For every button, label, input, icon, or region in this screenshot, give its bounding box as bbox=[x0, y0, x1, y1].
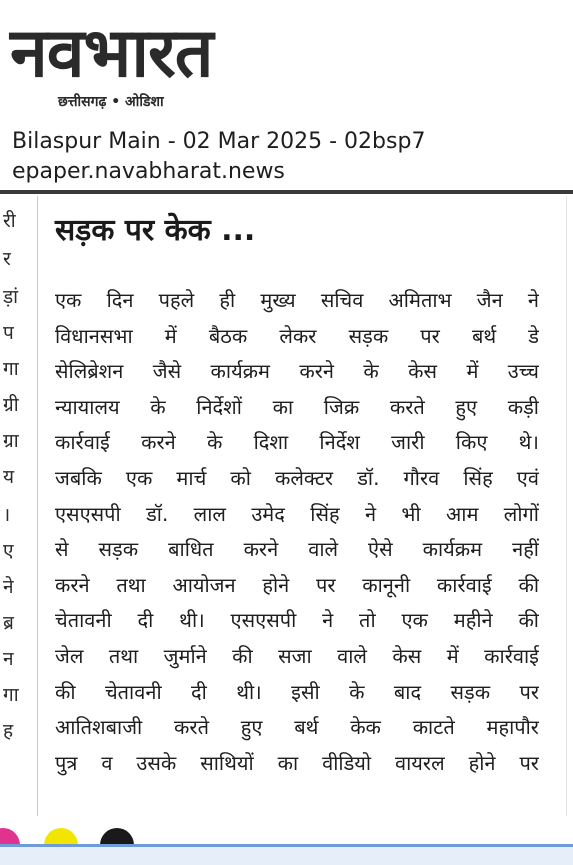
article-line: एसएसपी डॉ. लाल उमेद सिंह ने भी आम लोगों bbox=[55, 501, 539, 526]
left-column-fragment: न bbox=[3, 648, 14, 670]
article-line: विधानसभा में बैठक लेकर सड़क पर बर्थ डे bbox=[55, 323, 539, 348]
article-line: कार्रवाई करने के दिशा निर्देश जारी किए थे। bbox=[55, 430, 539, 455]
epaper-url: epaper.navabharat.news bbox=[12, 159, 285, 184]
article-line: चेतावनी दी थी। एसएसपी ने तो एक महीने की bbox=[55, 608, 539, 633]
left-column-fragment: ए bbox=[3, 540, 14, 562]
article-line: की चेतावनी दी थी। इसी के बाद सड़क पर bbox=[55, 679, 539, 704]
newspaper-logo: नवभारत bbox=[10, 14, 213, 93]
article-line: आतिशबाजी करते हुए बर्थ केक काटते महापौर bbox=[55, 715, 539, 740]
article-line: जबकि एक मार्च को कलेक्टर डॉ. गौरव सिंह एवं bbox=[55, 466, 539, 490]
top-rule bbox=[0, 190, 573, 194]
left-column-fragment: य bbox=[3, 466, 15, 488]
left-column-fragment: ह bbox=[3, 720, 14, 742]
column-divider bbox=[37, 196, 38, 816]
article-line: करने तथा आयोजन होने पर कानूनी कार्रवाई की bbox=[55, 572, 539, 597]
left-column-fragment: र bbox=[3, 248, 11, 270]
article-line: एक दिन पहले ही मुख्य सचिव अमिताभ जैन ने bbox=[55, 288, 539, 312]
left-column-fragment: ब्र bbox=[3, 612, 14, 634]
left-column-fragment: प bbox=[3, 322, 14, 344]
left-column-fragment: ने bbox=[3, 576, 14, 598]
article-line: से सड़क बाधित करने वाले ऐसे कार्यक्रम नहीं bbox=[55, 537, 539, 562]
article-headline: सड़क पर केक ... bbox=[55, 213, 256, 248]
left-column-fragment: गा bbox=[3, 684, 19, 706]
logo-regions: छत्तीसगढ़ • ओडिशा bbox=[58, 94, 164, 110]
left-column-fragment: । bbox=[3, 504, 11, 526]
masthead bbox=[0, 0, 573, 122]
article-line: जेल तथा जुर्माने की सजा वाले केस में कार्रवाई bbox=[55, 644, 539, 668]
right-edge-rule bbox=[566, 196, 567, 816]
left-column-fragment: ग्रा bbox=[3, 430, 19, 452]
article-line: सेलिब्रेशन जैसे कार्यक्रम करने के केस में उच्च bbox=[55, 359, 539, 384]
left-column-fragment: ग्री bbox=[3, 394, 19, 416]
left-column-fragment: री bbox=[3, 210, 16, 232]
left-column-fragment: ड़ां bbox=[3, 286, 19, 308]
edition-info: Bilaspur Main - 02 Mar 2025 - 02bsp7 bbox=[12, 129, 426, 154]
left-column-cutoff bbox=[0, 196, 36, 816]
article-line: पुत्र व उसके साथियों का वीडियो वायरल होने पर bbox=[55, 750, 539, 775]
left-column-fragment: गा bbox=[3, 358, 19, 380]
article-line: न्यायालय के निर्देशों का जिक्र करते हुए कड़ी bbox=[55, 394, 539, 419]
